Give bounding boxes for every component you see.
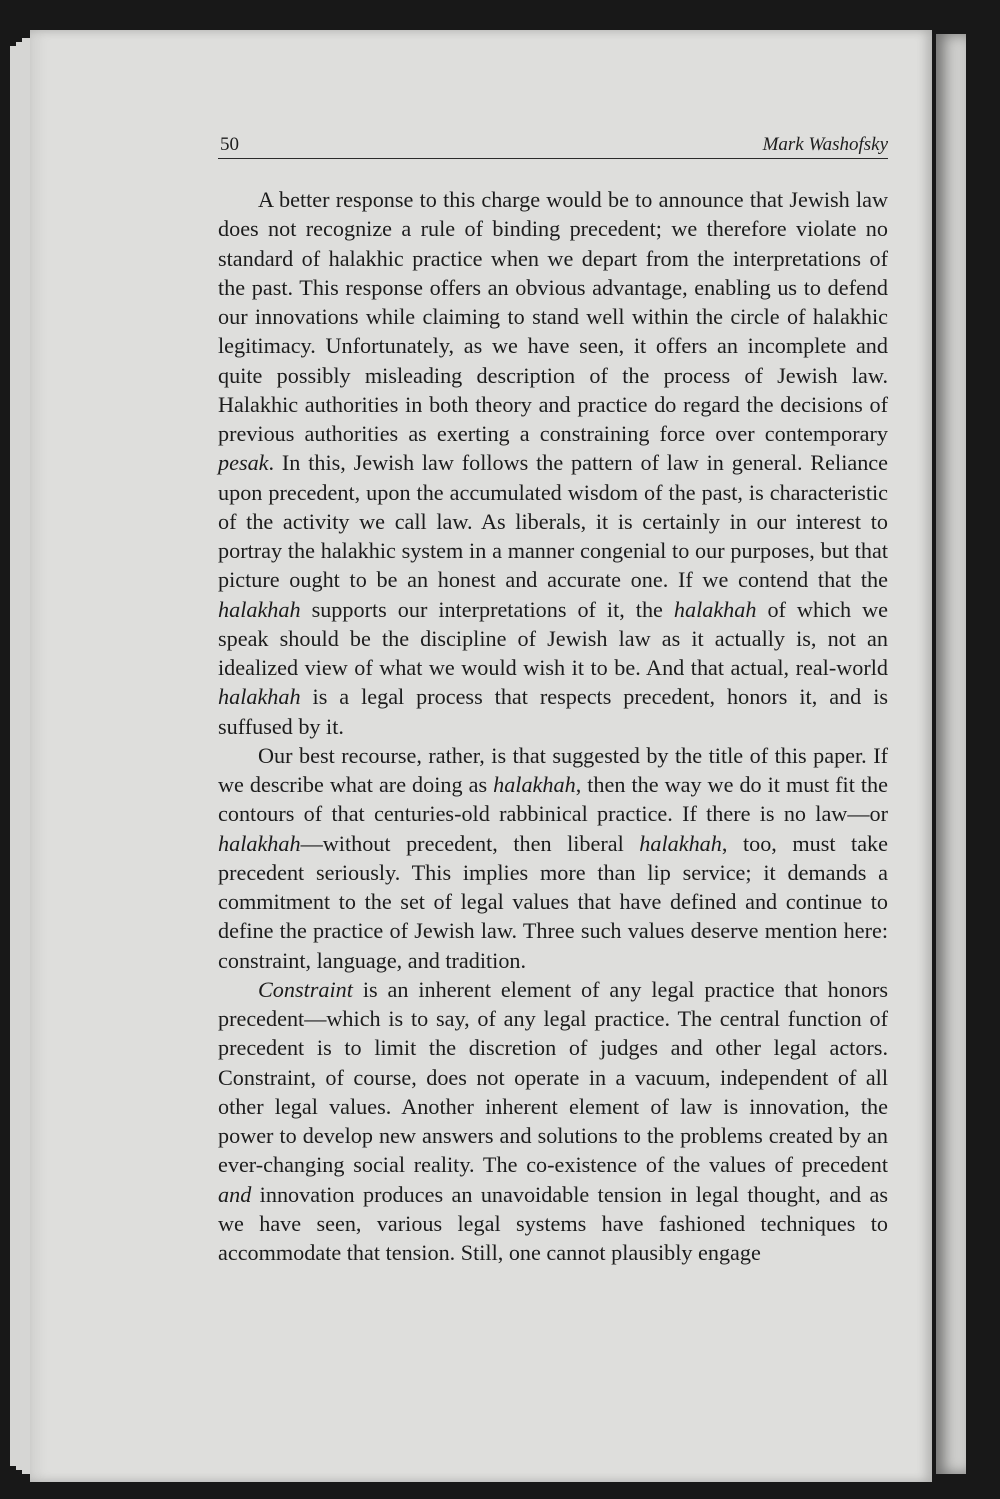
italic-text: and xyxy=(218,1181,252,1207)
text-run: , then the way we do it must fit the contours of that centuries-old rabbinical practice. If there is no law—or xyxy=(218,772,888,827)
italic-text: halakhah xyxy=(493,772,576,797)
italic-text: halakhah xyxy=(218,596,301,622)
italic-text: halakhah xyxy=(639,830,722,856)
text-run: . In this, Jewish law follows the pattern of law in general. Reliance upon precedent, upon the accumulated wisdom of the past, is characteristic of the activity we call law. As liberals, it is certainly in our interest to portray the halakhic system in a manner congenial to our purposes, but that picture ought to be an honest and accurate one. If we contend that the xyxy=(218,450,888,593)
italic-text: halakhah xyxy=(673,596,757,622)
text-run: innovation produces an unavoidable tension in legal thought, and as we have seen, various legal systems have fashioned techniques to accommodate that tension. Still, one cannot plausibly engage xyxy=(218,1181,888,1265)
italic-text: halakhah xyxy=(218,684,301,710)
text-run: A better response to this charge would be to announce that Jewish law does not recognize a rule of binding precedent; we therefore violate no standard of halakhic practice when we depart from the interpretations of the past. This response offers an obvious advantage, enabling us to defend our innovations while claiming to stand well within the circle of halakhic legitimacy. Unfortunately, as we have seen, it offers an incomplete and quite possibly misleading description of the process of Jewish law. Halakhic authorities in both theory and practice do regard the decisions of previous authorities as exerting a constraining force over contemporary xyxy=(218,187,888,446)
facing-page-edge xyxy=(936,34,966,1474)
text-run: —without precedent, then liberal xyxy=(300,830,640,856)
text-run: is an inherent element of any legal practice that honors precedent—which is to say, of any legal practice. The central function of precedent is to limit the discretion of judges and other legal actors. Constraint, of course, does not operate in a vacuum, independent of all other legal values. Another inherent element of law is innovation, the power to develop new answers and solutions to the problems created by an ever-changing social reality. The co-existence of the values of precedent xyxy=(218,976,888,1178)
text-run: supports our interpretations of it, the xyxy=(300,596,674,622)
running-head: Mark Washofsky xyxy=(762,134,888,155)
italic-text: halakhah xyxy=(218,830,301,856)
italic-text: Constraint xyxy=(258,976,353,1002)
text-run: , too, must take precedent seriously. This implies more than lip service; it demands a commitment to the set of legal values that have defined and continue to define the practice of Jewish law. Three such values deserve mention here: constraint, language, and tradition. xyxy=(218,830,888,973)
page-header xyxy=(218,132,888,159)
text-run: of which we speak should be the discipline of Jewish law as it actually is, not an idealized view of what we would wish it to be. And that actual, real-world xyxy=(218,596,889,680)
page-number: 50 xyxy=(220,134,239,155)
body-text xyxy=(218,185,888,1267)
text-run: Our best recourse, rather, is that suggested by the title of this paper. If we describe what are doing as xyxy=(218,742,888,797)
italic-text: pesak xyxy=(218,450,269,476)
paragraph xyxy=(218,741,888,975)
text-run: is a legal process that respects precedent, honors it, and is suffused by it. xyxy=(218,684,888,739)
paragraph xyxy=(218,975,888,1268)
paragraph xyxy=(218,185,888,741)
